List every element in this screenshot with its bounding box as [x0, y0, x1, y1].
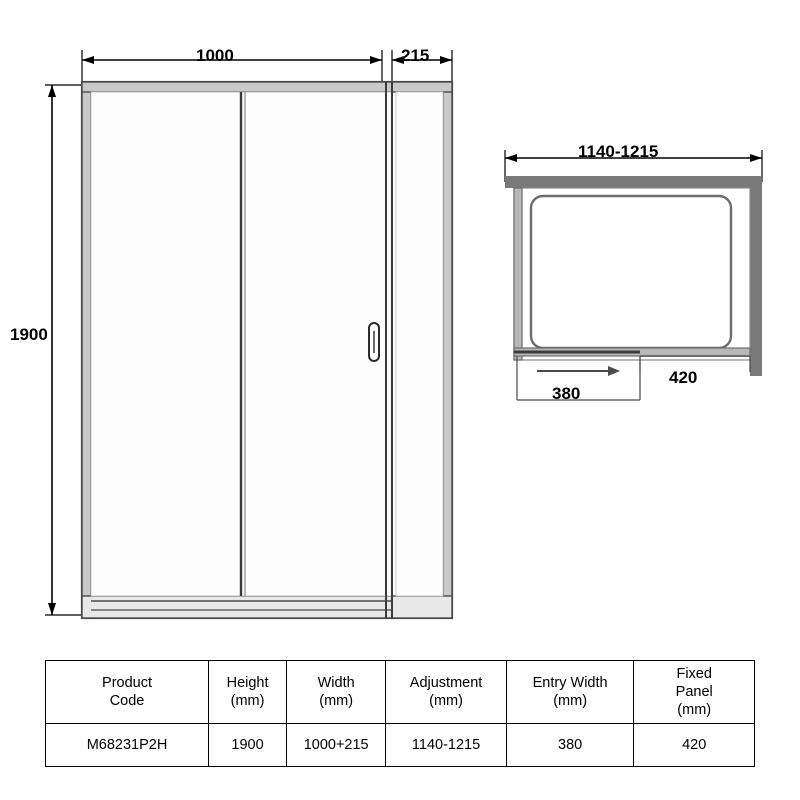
header-adjustment	[386, 661, 507, 724]
plan-fixed-panel-label: 420	[669, 368, 698, 387]
plan-entry-width-label: 380	[552, 384, 581, 403]
door-handle-icon	[369, 323, 379, 361]
cell-width: 1000+215	[287, 724, 386, 767]
front-side-panel-label: 215	[401, 46, 430, 65]
plan-view	[505, 150, 762, 400]
header-product-code-line1: Product	[102, 675, 153, 692]
header-width-line1: Width	[317, 675, 355, 692]
specification-table	[45, 660, 755, 767]
front-height-dimension	[45, 85, 85, 615]
header-height-line1: Height	[226, 675, 269, 692]
cell-adjustment: 1140-1215	[386, 724, 507, 767]
plan-adjustment-label: 1140-1215	[578, 142, 659, 161]
front-width-label: 1000	[196, 46, 234, 65]
cell-height: 1900	[209, 724, 287, 767]
cell-fixed-panel: 420	[634, 724, 755, 767]
header-fixed-panel-line3: (mm)	[677, 702, 712, 719]
header-height-line2: (mm)	[230, 693, 265, 710]
header-product-code-line2: Code	[109, 693, 145, 710]
header-width-line2: (mm)	[319, 693, 354, 710]
header-fixed-panel-line1: Fixed	[676, 666, 712, 682]
header-entry-width-line1: Entry Width	[532, 675, 608, 692]
cell-entry-width: 380	[506, 724, 634, 767]
header-adjustment-line1: Adjustment	[409, 675, 483, 692]
table-header-row	[46, 661, 755, 724]
front-elevation-view	[45, 50, 452, 618]
header-width	[287, 661, 386, 724]
header-height	[209, 661, 287, 724]
header-fixed-panel	[634, 661, 755, 724]
cell-product-code: M68231P2H	[46, 724, 209, 767]
header-entry-width	[506, 661, 634, 724]
header-adjustment-line2: (mm)	[429, 693, 463, 710]
header-fixed-panel-line2: Panel	[675, 684, 713, 701]
header-entry-width-line2: (mm)	[553, 693, 588, 710]
front-height-label: 1900	[10, 325, 48, 344]
header-product-code	[46, 661, 209, 724]
table-row	[46, 724, 755, 767]
